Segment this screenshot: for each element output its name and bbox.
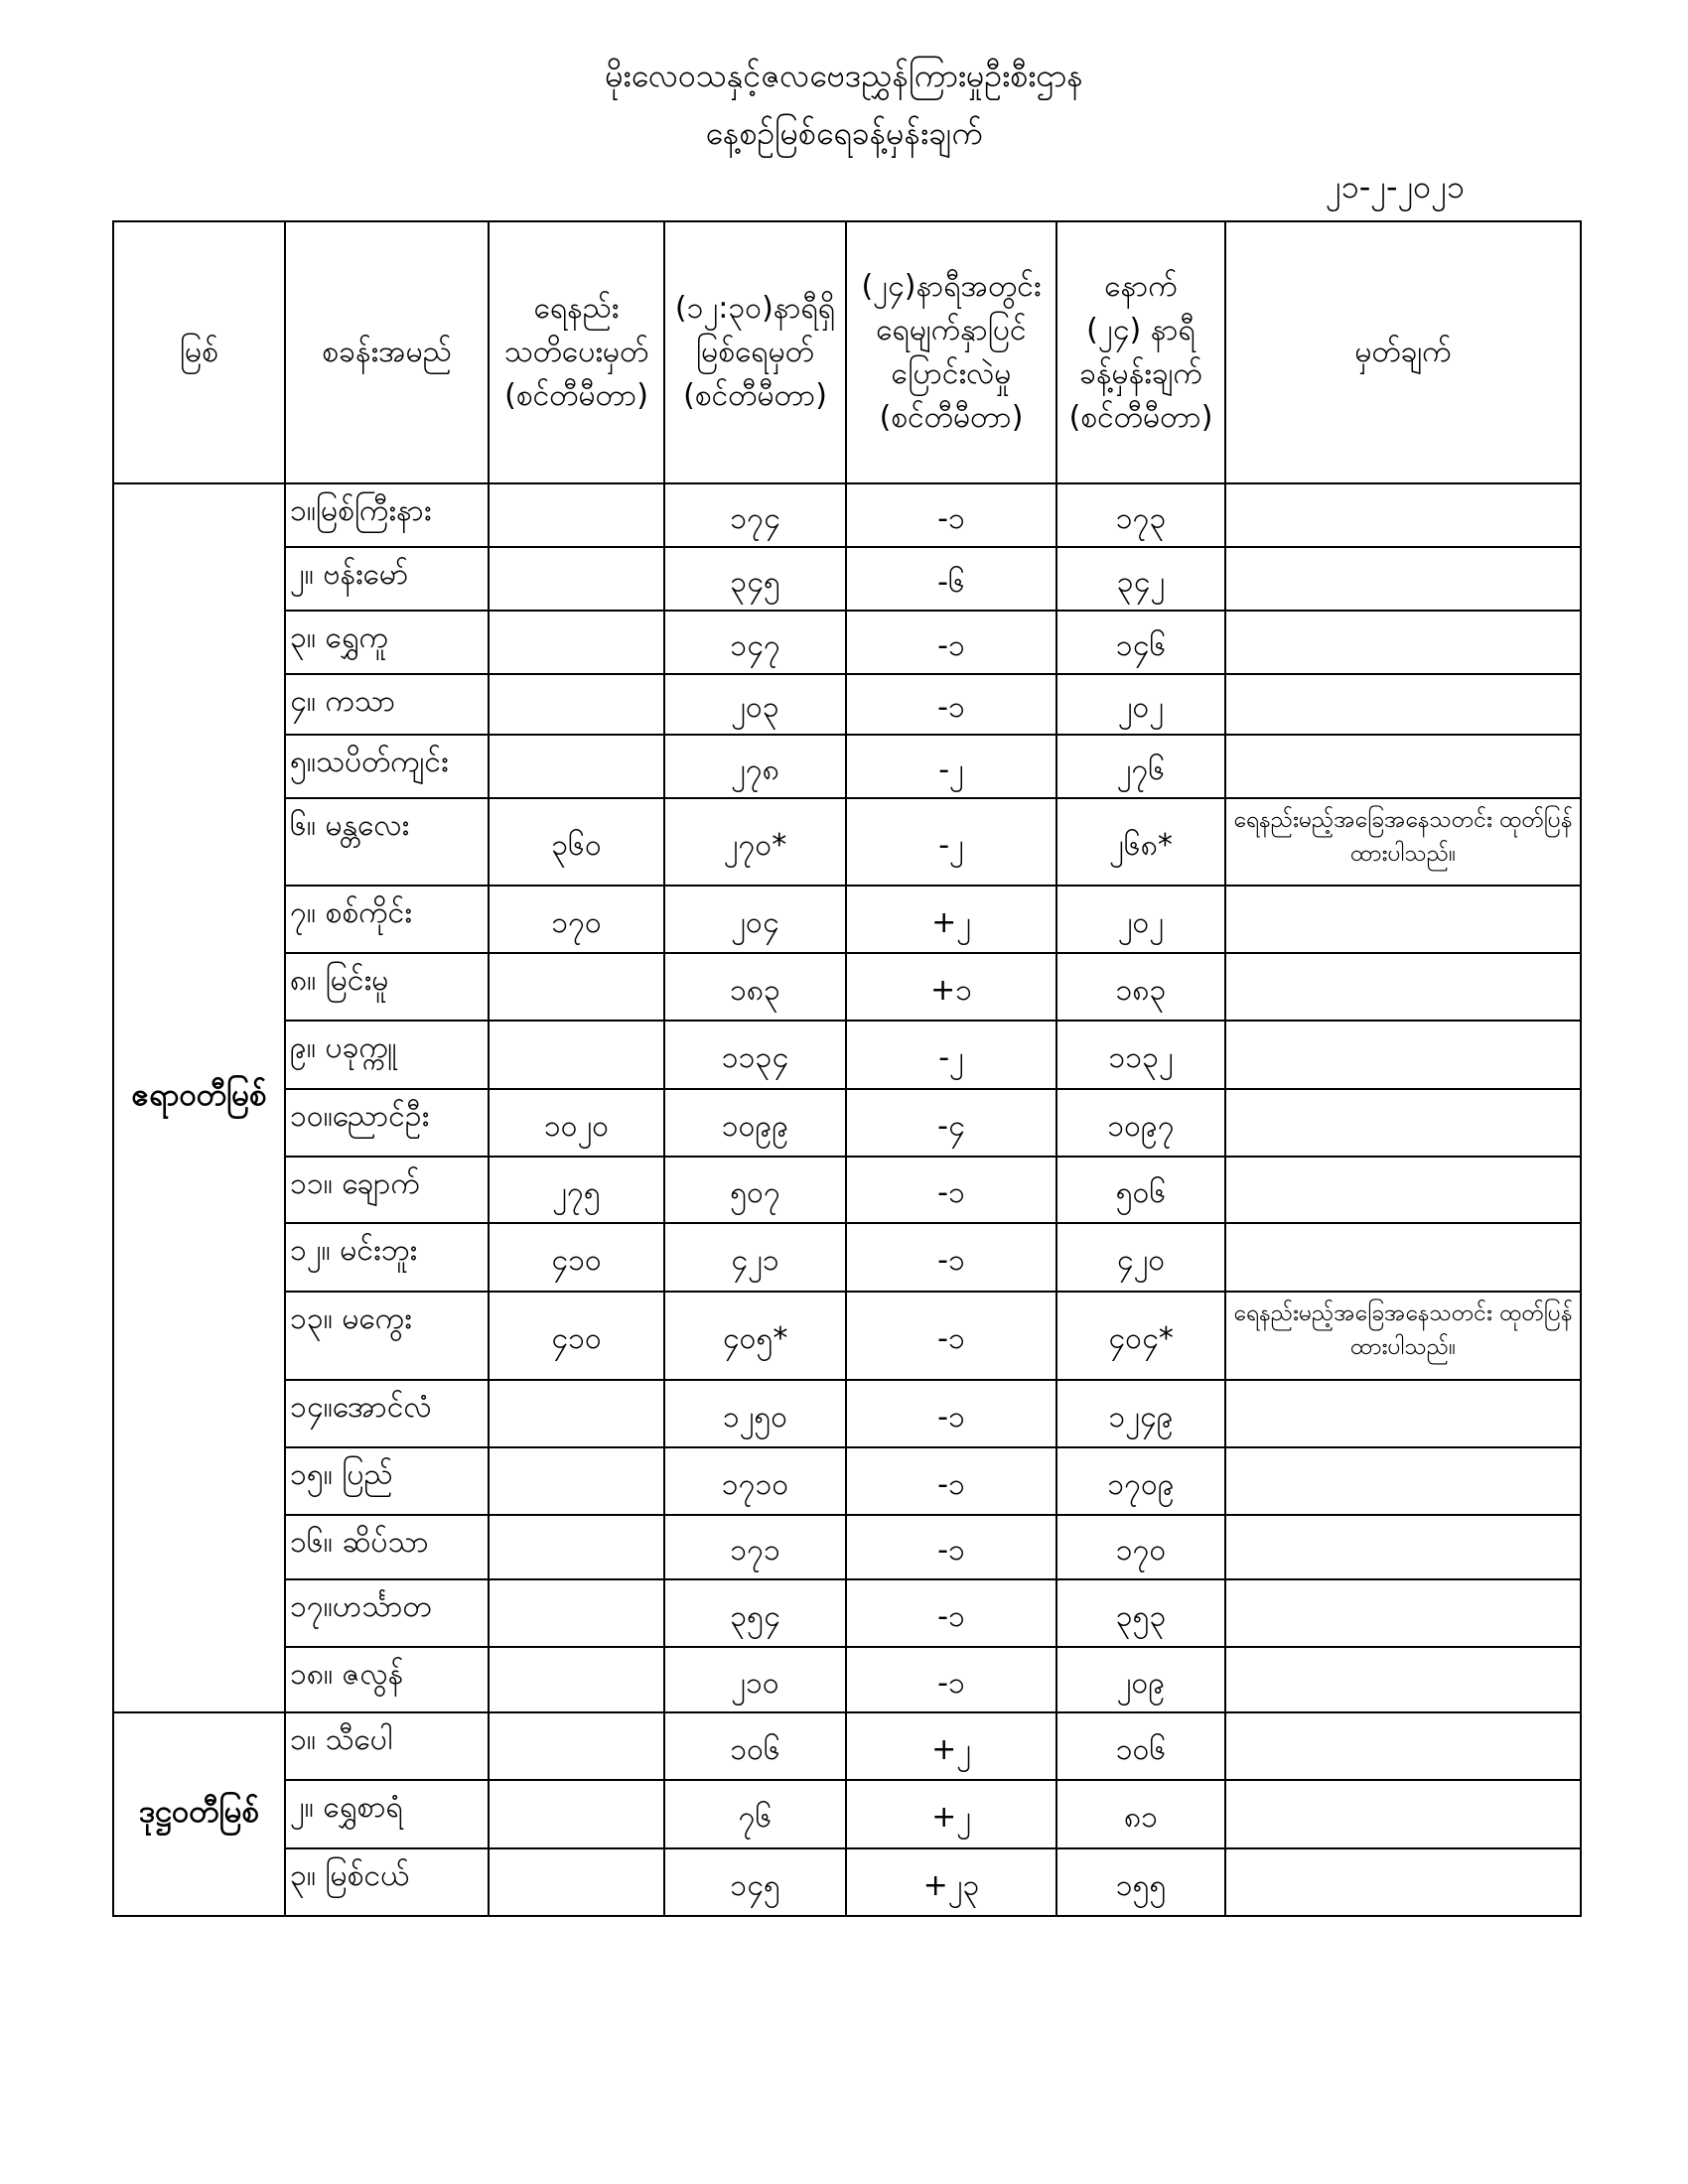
station-cell: ၃။ ရွှေကူ: [285, 611, 489, 674]
level-cell: ၂၇၀*: [664, 798, 846, 886]
table-row: [113, 1579, 1581, 1647]
danger-cell: ၂၇၅: [489, 1157, 664, 1223]
forecast-cell: ၁၇၀: [1056, 1515, 1225, 1579]
header-forecast: နောက် (၂၄) နာရီ ခန့်မှန်းချက် (စင်တီမီတာ): [1056, 221, 1225, 483]
remark-cell: [1225, 1447, 1581, 1515]
header-row: [113, 221, 1581, 483]
forecast-cell: ၁၀၆: [1056, 1712, 1225, 1780]
station-cell: ၁၀။ညောင်ဦး: [285, 1089, 489, 1157]
danger-cell: [489, 1579, 664, 1647]
change-cell: -၂: [846, 1021, 1056, 1089]
danger-cell: [489, 1647, 664, 1712]
level-cell: ၁၂၅၀: [664, 1380, 846, 1447]
forecast-cell: ၁၈၃: [1056, 953, 1225, 1021]
report-date: ၂၁-၂-၂၀၂၁: [1326, 168, 1465, 205]
change-cell: +၂: [846, 886, 1056, 953]
remark-cell: [1225, 1712, 1581, 1780]
table-body: [113, 483, 1581, 1916]
remark-cell: [1225, 1021, 1581, 1089]
change-cell: -၁: [846, 483, 1056, 547]
table-row: [113, 1712, 1581, 1780]
station-cell: ၆။ မန္တလေး: [285, 798, 489, 886]
table-row: [113, 674, 1581, 735]
level-cell: ၅၀၇: [664, 1157, 846, 1223]
remark-cell: [1225, 611, 1581, 674]
level-cell: ၁၇၁: [664, 1515, 846, 1579]
change-cell: -၁: [846, 1292, 1056, 1380]
header-remark: မှတ်ချက်: [1225, 221, 1581, 483]
station-cell: ၂။ ဗန်းမော်: [285, 547, 489, 611]
change-cell: -၂: [846, 735, 1056, 798]
danger-cell: [489, 611, 664, 674]
remark-cell: ရေနည်းမည့်အခြေအနေသတင်း ထုတ်ပြန်ထားပါသည်။: [1225, 798, 1581, 886]
change-cell: -၁: [846, 1579, 1056, 1647]
station-cell: ၁၄။အောင်လံ: [285, 1380, 489, 1447]
table-row: [113, 953, 1581, 1021]
document-subtitle: နေ့စဉ်မြစ်ရေခန့်မှန်းချက်: [705, 114, 983, 152]
remark-cell: [1225, 1515, 1581, 1579]
change-cell: +၂: [846, 1780, 1056, 1848]
danger-cell: [489, 1712, 664, 1780]
level-cell: ၁၄၅: [664, 1848, 846, 1916]
remark-cell: [1225, 1089, 1581, 1157]
remark-cell: [1225, 674, 1581, 735]
danger-cell: [489, 1380, 664, 1447]
river-name-cell: ဧရာဝတီမြစ်: [113, 483, 285, 1712]
remark-cell: [1225, 1579, 1581, 1647]
table-row: [113, 735, 1581, 798]
level-cell: ၁၀၉၉: [664, 1089, 846, 1157]
table-row: [113, 611, 1581, 674]
forecast-cell: ၂၇၆: [1056, 735, 1225, 798]
level-cell: ၂၀၄: [664, 886, 846, 953]
danger-cell: [489, 1848, 664, 1916]
danger-cell: [489, 1780, 664, 1848]
level-cell: ၁၈၃: [664, 953, 846, 1021]
table-row: [113, 1021, 1581, 1089]
forecast-cell: ၁၀၉၇: [1056, 1089, 1225, 1157]
station-cell: ၁၁။ ချောက်: [285, 1157, 489, 1223]
danger-cell: [489, 1447, 664, 1515]
danger-cell: ၁၀၂၀: [489, 1089, 664, 1157]
danger-cell: [489, 674, 664, 735]
change-cell: -၁: [846, 611, 1056, 674]
table-row: [113, 483, 1581, 547]
change-cell: -၄: [846, 1089, 1056, 1157]
danger-cell: [489, 953, 664, 1021]
change-cell: -၁: [846, 674, 1056, 735]
remark-cell: [1225, 483, 1581, 547]
station-cell: ၁၃။ မကွေး: [285, 1292, 489, 1380]
table-row: [113, 1515, 1581, 1579]
change-cell: -၁: [846, 1223, 1056, 1292]
forecast-cell: ၂၀၂: [1056, 674, 1225, 735]
level-cell: ၂၇၈: [664, 735, 846, 798]
table-row: [113, 1157, 1581, 1223]
danger-cell: ၃၆၀: [489, 798, 664, 886]
header-river: မြစ်: [113, 221, 285, 483]
header-danger-level: ရေနည်း သတိပေးမှတ် (စင်တီမီတာ): [489, 221, 664, 483]
danger-cell: ၄၁၀: [489, 1223, 664, 1292]
danger-cell: ၄၁၀: [489, 1292, 664, 1380]
remark-cell: [1225, 1223, 1581, 1292]
station-cell: ၁၈။ ဇလွန်: [285, 1647, 489, 1712]
forecast-cell: ၁၇၀၉: [1056, 1447, 1225, 1515]
header-water-level: (၁၂:၃၀)နာရီရှိ မြစ်ရေမှတ် (စင်တီမီတာ): [664, 221, 846, 483]
level-cell: ၁၁၃၄: [664, 1021, 846, 1089]
danger-cell: [489, 547, 664, 611]
remark-cell: [1225, 1848, 1581, 1916]
station-cell: ၁၂။ မင်းဘူး: [285, 1223, 489, 1292]
document-title: မိုးလေဝသနှင့်ဇလဗေဒညွှန်ကြားမှုဦးစီးဌာန: [605, 57, 1083, 94]
level-cell: ၁၀၆: [664, 1712, 846, 1780]
station-cell: ၂။ ရွှေစာရံ: [285, 1780, 489, 1848]
change-cell: -၁: [846, 1157, 1056, 1223]
remark-cell: [1225, 1647, 1581, 1712]
remark-cell: ရေနည်းမည့်အခြေအနေသတင်း ထုတ်ပြန်ထားပါသည်။: [1225, 1292, 1581, 1380]
change-cell: -၂: [846, 798, 1056, 886]
forecast-cell: ၂၀၉: [1056, 1647, 1225, 1712]
danger-cell: ၁၇၀: [489, 886, 664, 953]
table-row: [113, 1292, 1581, 1380]
change-cell: -၆: [846, 547, 1056, 611]
remark-cell: [1225, 547, 1581, 611]
table-row: [113, 1380, 1581, 1447]
station-cell: ၁၅။ ပြည်: [285, 1447, 489, 1515]
change-cell: -၁: [846, 1515, 1056, 1579]
level-cell: ၂၁၀: [664, 1647, 846, 1712]
level-cell: ၇၆: [664, 1780, 846, 1848]
header-station: စခန်းအမည်: [285, 221, 489, 483]
forecast-cell: ၂၆၈*: [1056, 798, 1225, 886]
station-cell: ၉။ ပခုက္ကူ: [285, 1021, 489, 1089]
change-cell: +၁: [846, 953, 1056, 1021]
station-cell: ၁။မြစ်ကြီးနား: [285, 483, 489, 547]
level-cell: ၃၅၄: [664, 1579, 846, 1647]
table-row: [113, 1223, 1581, 1292]
table-row: [113, 1647, 1581, 1712]
change-cell: +၂: [846, 1712, 1056, 1780]
station-cell: ၄။ ကသာ: [285, 674, 489, 735]
forecast-cell: ၈၁: [1056, 1780, 1225, 1848]
level-cell: ၃၄၅: [664, 547, 846, 611]
forecast-cell: ၃၄၂: [1056, 547, 1225, 611]
station-cell: ၃။ မြစ်ငယ်: [285, 1848, 489, 1916]
river-forecast-table: [112, 220, 1582, 1917]
table-row: [113, 1447, 1581, 1515]
table-row: [113, 1780, 1581, 1848]
table-row: [113, 886, 1581, 953]
change-cell: -၁: [846, 1380, 1056, 1447]
station-cell: ၁။ သီပေါ: [285, 1712, 489, 1780]
level-cell: ၂၀၃: [664, 674, 846, 735]
remark-cell: [1225, 953, 1581, 1021]
danger-cell: [489, 1515, 664, 1579]
forecast-cell: ၅၀၆: [1056, 1157, 1225, 1223]
change-cell: -၁: [846, 1447, 1056, 1515]
forecast-cell: ၁၇၃: [1056, 483, 1225, 547]
table-row: [113, 1848, 1581, 1916]
river-name-cell: ဒုဋ္ဌဝတီမြစ်: [113, 1712, 285, 1916]
station-cell: ၇။ စစ်ကိုင်း: [285, 886, 489, 953]
forecast-cell: ၁၅၅: [1056, 1848, 1225, 1916]
level-cell: ၁၇၁၀: [664, 1447, 846, 1515]
remark-cell: [1225, 1157, 1581, 1223]
station-cell: ၈။ မြင်းမူ: [285, 953, 489, 1021]
remark-cell: [1225, 735, 1581, 798]
forecast-cell: ၂၀၂: [1056, 886, 1225, 953]
forecast-cell: ၁၄၆: [1056, 611, 1225, 674]
remark-cell: [1225, 1380, 1581, 1447]
table-row: [113, 798, 1581, 886]
table-row: [113, 1089, 1581, 1157]
level-cell: ၁၄၇: [664, 611, 846, 674]
forecast-cell: ၄၀၄*: [1056, 1292, 1225, 1380]
forecast-cell: ၄၂၀: [1056, 1223, 1225, 1292]
table-row: [113, 547, 1581, 611]
danger-cell: [489, 483, 664, 547]
station-cell: ၅။သပိတ်ကျင်း: [285, 735, 489, 798]
station-cell: ၁၇။ဟင်္သာတ: [285, 1579, 489, 1647]
remark-cell: [1225, 1780, 1581, 1848]
header-change: (၂၄)နာရီအတွင်း ရေမျက်နှာပြင် ပြောင်းလဲမှု (စင်တီမီတာ): [846, 221, 1056, 483]
remark-cell: [1225, 886, 1581, 953]
change-cell: +၂၃: [846, 1848, 1056, 1916]
change-cell: -၁: [846, 1647, 1056, 1712]
station-cell: ၁၆။ ဆိပ်သာ: [285, 1515, 489, 1579]
forecast-cell: ၃၅၃: [1056, 1579, 1225, 1647]
level-cell: ၄၂၁: [664, 1223, 846, 1292]
forecast-cell: ၁၁၃၂: [1056, 1021, 1225, 1089]
danger-cell: [489, 735, 664, 798]
level-cell: ၁၇၄: [664, 483, 846, 547]
danger-cell: [489, 1021, 664, 1089]
forecast-cell: ၁၂၄၉: [1056, 1380, 1225, 1447]
level-cell: ၄၀၅*: [664, 1292, 846, 1380]
